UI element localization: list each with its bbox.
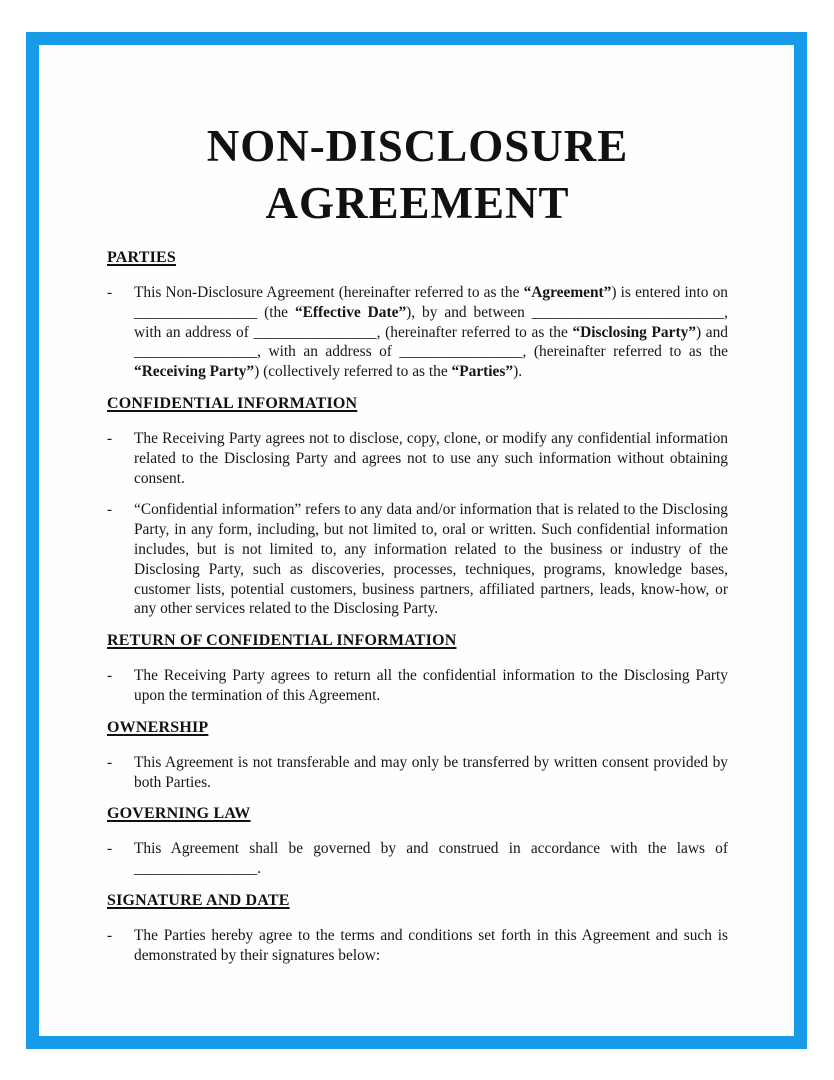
document-section [107, 248, 728, 382]
bullet-text: This Agreement is not transferable and may only be transferred by written consent provided by both Parties. [134, 753, 728, 791]
bullet-text: The Receiving Party agrees not to disclose, copy, clone, or modify any confidential information related to the Disclosing Party and agrees not to use any such information without obtaining consent. [134, 429, 728, 487]
bullet-text: This Agreement shall be governed by and construed in accordance with the laws of ________________. [134, 840, 728, 878]
section-heading: PARTIES [107, 249, 177, 266]
bullet-text: The Receiving Party agrees to return all the confidential information to the Disclosing Party upon the termination of this Agreement. [134, 667, 728, 704]
document-title-line-1: NON-DISCLOSURE [206, 121, 629, 171]
bullet-text: “Confidential information” refers to any data and/or information that is related to the Disclosing Party, in any form, including, but not limited to, oral or written. Such confidential information includes, but is not limited to, any information related to the business or industry of the Disclosing Party, such as discoveries, processes, techniques, programs, knowledge bases, customer lists, potential customers, business partners, affiliated partners, leads, know-how, or any other services related to the Disclosing Party. [134, 501, 728, 618]
section-items [107, 283, 728, 382]
bullet-item [107, 666, 728, 706]
bullet-item [107, 926, 728, 966]
bullet-dash: - [107, 429, 113, 447]
document-section [107, 718, 728, 793]
document-title-line-2: AGREEMENT [265, 178, 570, 228]
bullet-item [107, 839, 728, 879]
section-items [107, 429, 728, 619]
page-frame [26, 32, 807, 1049]
document-title [107, 118, 728, 232]
bullet-dash: - [107, 501, 113, 519]
bullet-text: This Non-Disclosure Agreement (hereinafter referred to as the “Agreement”) is entered into on ________________ (the “Effective Date”), by and between _________________________, with an address of ________________, (hereinafter referred to as the “Disclosing Party”) and ________________, with an address of ________________, (hereinafter referred to as the “Receiving Party”) (collectively referred to as the “Parties”). [134, 284, 728, 381]
bullet-item [107, 753, 728, 793]
page-content [39, 45, 794, 966]
section-items [107, 666, 728, 706]
section-heading: SIGNATURE AND DATE [107, 891, 290, 909]
bullet-item [107, 500, 728, 619]
bullet-dash: - [107, 926, 113, 944]
bullet-dash: - [107, 753, 113, 771]
bullet-dash: - [107, 284, 113, 301]
bullet-item [107, 283, 728, 382]
section-items [107, 839, 728, 879]
document-section [107, 631, 728, 706]
section-heading: OWNERSHIP [107, 718, 209, 736]
sections [107, 248, 728, 966]
document-section [107, 804, 728, 879]
section-items [107, 753, 728, 793]
section-heading: CONFIDENTIAL INFORMATION [107, 394, 358, 412]
section-items [107, 926, 728, 966]
document-section [107, 891, 728, 966]
bullet-dash: - [107, 840, 113, 858]
bullet-dash: - [107, 667, 113, 685]
bullet-text: The Parties hereby agree to the terms and conditions set forth in this Agreement and such is demonstrated by their signatures below: [134, 926, 728, 964]
bullet-item [107, 429, 728, 488]
section-heading: GOVERNING LAW [107, 805, 251, 823]
section-heading: RETURN OF CONFIDENTIAL INFORMATION [107, 632, 457, 650]
document-section [107, 394, 728, 619]
